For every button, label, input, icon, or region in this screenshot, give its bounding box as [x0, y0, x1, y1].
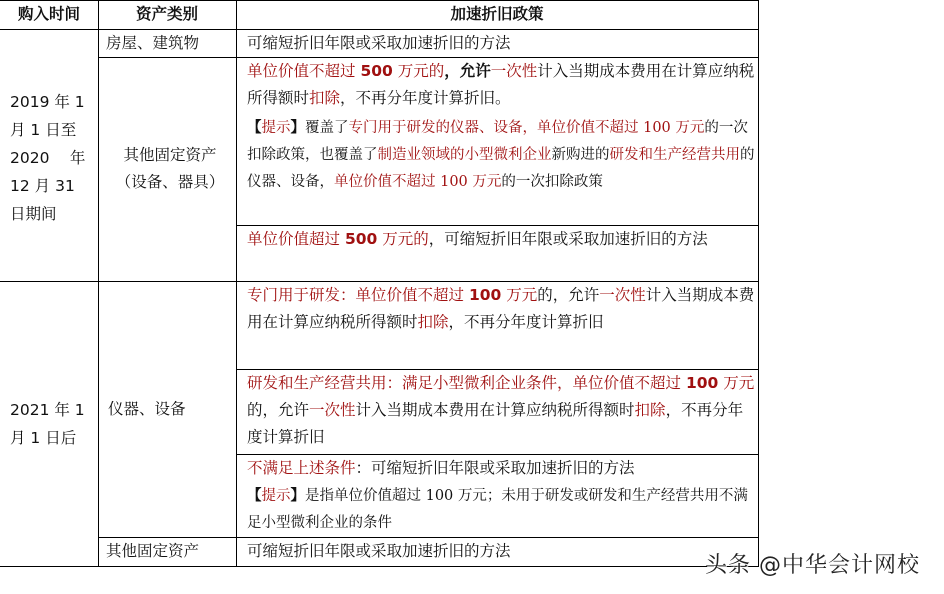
policy-text: ，可缩短折旧年限或采取加速折旧的方法 [428, 230, 708, 248]
policy-rd-and-production [247, 370, 755, 451]
bracket: 【 [247, 119, 262, 136]
period-line: 12 月 31 [10, 177, 75, 195]
policy-text: 计入当期成本费用在计算应纳税所得额时 [247, 62, 755, 107]
policy-buildings: 可缩短折旧年限或采取加速折旧的方法 [247, 34, 511, 52]
emphasis-text: 研发和生产经营共用：满足小型微利企业条件，单位价值不超过 [247, 374, 686, 392]
header-asset-category: 资产类别 [135, 5, 198, 23]
header-purchase-time: 购入时间 [17, 5, 80, 23]
tip-text: 新购进的 [551, 147, 610, 163]
tip-label: 提示 [261, 120, 291, 136]
period-line: 日期间 [10, 205, 57, 223]
tip-text: 的一次扣除政策，也覆盖了 [247, 120, 748, 163]
tip-label: 提示 [261, 488, 291, 504]
tip-emphasis: 研发和生产经营共用 [609, 147, 740, 163]
category-line: 其他固定资产 [123, 146, 217, 164]
period-label-2021 [10, 396, 96, 452]
policy-under-500 [247, 58, 755, 112]
policy-other-fixed-assets-2021: 可缩短折旧年限或采取加速折旧的方法 [247, 542, 511, 560]
period-line: 月 1 日后 [10, 429, 77, 447]
policy-over-500 [247, 226, 755, 253]
category-other-fixed-assets-2021: 其他固定资产 [106, 542, 200, 560]
policy-rd-only [247, 282, 755, 336]
tip-2021 [247, 482, 755, 537]
emphasis-text: 一次性 [490, 62, 538, 80]
bracket: 【 [247, 487, 262, 504]
period-line: 2021 年 1 [10, 401, 85, 419]
category-other-fixed-assets-2019 [104, 142, 236, 196]
period-line: 2020 年 [10, 149, 86, 167]
policy-text: ，不再分年度计算折旧 [247, 401, 744, 446]
table-bottom-border [0, 566, 758, 567]
tip-2019 [247, 114, 755, 196]
table-right-border [758, 0, 759, 567]
emphasis-text: 扣除 [309, 89, 341, 107]
emphasis-text: 万元 [718, 374, 755, 392]
emphasis-number: 500 [344, 230, 378, 248]
tip-emphasis: 单位价值不超过 100 万元 [334, 174, 502, 190]
tip-text: 的一次扣除政策 [501, 174, 603, 190]
emphasis-number: 100 [685, 374, 719, 392]
emphasis-text: 一次性 [599, 286, 646, 304]
period-label-2019 [10, 88, 96, 228]
emphasis-text: 万元的 [392, 62, 445, 80]
col-divider-2 [236, 0, 237, 567]
policy-text: 计入当期成本费用在计算应纳税所得额时 [247, 286, 755, 331]
category-buildings: 房屋、建筑物 [106, 34, 200, 52]
tip-emphasis: 专门用于研发的仪器、设备，单位价值不超过 100 万元 [348, 120, 705, 136]
emphasis-text: 万元的 [377, 230, 429, 248]
period-line: 2019 年 1 [10, 93, 85, 111]
tip-text: 是指单位价值超过 100 万元；未用于研发或研发和生产经营共用不满足小型微利企业的条件 [247, 488, 748, 531]
bracket: 】 [290, 119, 305, 136]
policy-text: ，不再分年度计算折旧。 [340, 89, 511, 107]
emphasis-text: 一次性 [309, 401, 356, 419]
policy-text: 的，允许 [247, 401, 310, 419]
policy-text: 计入当期成本费用在计算应纳税所得额时 [355, 401, 635, 419]
period-line: 月 1 日至 [10, 121, 77, 139]
policy-text: 的，允许 [537, 286, 600, 304]
emphasis-text: 单位价值超过 [247, 230, 345, 248]
policy-not-qualified [247, 455, 755, 482]
policy-text: ，允许 [444, 62, 491, 80]
tip-emphasis: 制造业领域的小型微利企业 [377, 147, 552, 163]
emphasis-text: 专门用于研发：单位价值不超过 [247, 286, 469, 304]
emphasis-number: 100 [468, 286, 502, 304]
col-divider-1 [98, 0, 99, 567]
header-depreciation-policy: 加速折旧政策 [450, 5, 544, 23]
emphasis-text: 万元 [501, 286, 538, 304]
emphasis-number: 500 [360, 62, 393, 80]
emphasis-text: 不满足上述条件 [247, 459, 356, 477]
policy-text: ，不再分年度计算折旧 [448, 313, 604, 331]
tip-text: 的仪器、设备， [247, 147, 755, 190]
tip-text: 覆盖了 [305, 120, 349, 136]
category-line: （设备、器具） [115, 173, 225, 191]
emphasis-text: 扣除 [417, 313, 449, 331]
emphasis-text: 单位价值不超过 [247, 62, 361, 80]
watermark: 头条 @中华会计网校 [705, 553, 920, 578]
category-instruments: 仪器、设备 [108, 400, 186, 418]
bracket: 】 [290, 487, 305, 504]
emphasis-text: 扣除 [634, 401, 666, 419]
policy-text: ：可缩短折旧年限或采取加速折旧的方法 [355, 459, 635, 477]
